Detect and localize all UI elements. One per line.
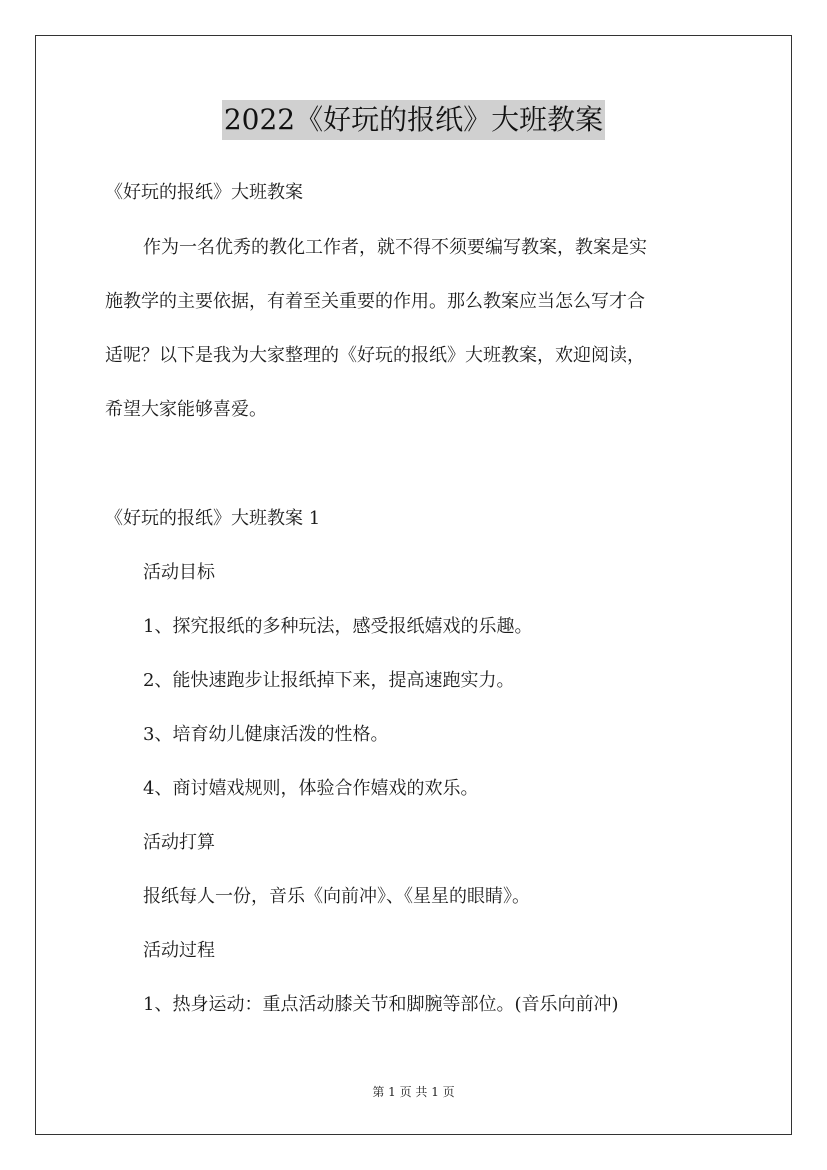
goal-heading: 活动目标	[143, 562, 215, 583]
process-step-1: 1、热身运动：重点活动膝关节和脚腕等部位。(音乐向前冲)	[143, 994, 619, 1015]
prep-text: 报纸每人一份，音乐《向前冲》、《星星的眼睛》。	[143, 886, 530, 907]
prep-heading: 活动打算	[143, 832, 215, 853]
intro-line-1: 作为一名优秀的教化工作者，就不得不须要编写教案，教案是实	[143, 237, 647, 258]
intro-line-2: 施教学的主要依据，有着至关重要的作用。那么教案应当怎么写才合	[105, 291, 645, 312]
document-title: 2022《好玩的报纸》大班教案	[222, 100, 605, 140]
document-subtitle: 《好玩的报纸》大班教案	[105, 182, 303, 203]
section-title: 《好玩的报纸》大班教案 1	[105, 508, 321, 529]
goal-item-2: 2、能快速跑步让报纸掉下来，提高速跑实力。	[143, 670, 515, 691]
process-heading: 活动过程	[143, 940, 215, 961]
title-container	[0, 100, 827, 140]
goal-item-4: 4、商讨嬉戏规则，体验合作嬉戏的欢乐。	[143, 778, 479, 799]
page-number-footer: 第 1 页 共 1 页	[372, 1085, 455, 1099]
goal-item-1: 1、探究报纸的多种玩法，感受报纸嬉戏的乐趣。	[143, 616, 533, 637]
goal-item-3: 3、培育幼儿健康活泼的性格。	[143, 724, 389, 745]
intro-line-4: 希望大家能够喜爱。	[105, 399, 267, 420]
intro-line-3: 适呢？以下是我为大家整理的《好玩的报纸》大班教案，欢迎阅读，	[105, 345, 645, 366]
